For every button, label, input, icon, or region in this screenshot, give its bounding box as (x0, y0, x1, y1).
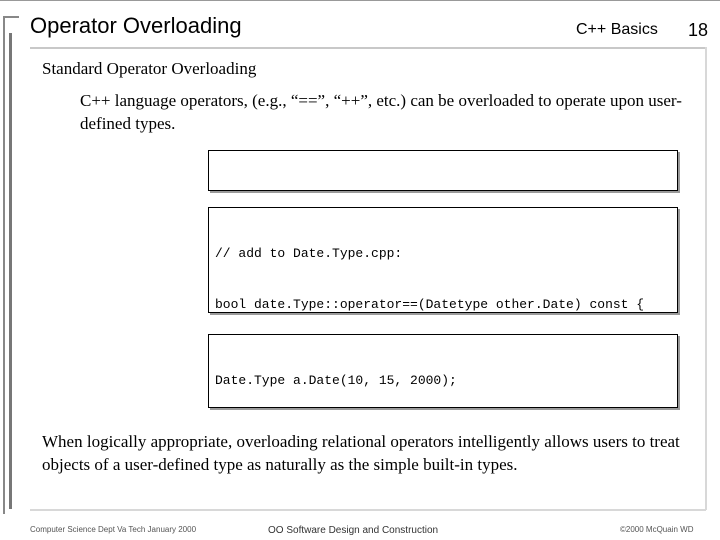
conclusion-paragraph: When logically appropriate, overloading relational operators intelligently allows users to treat objects of a user-defined type as naturally as the simple built-in types. (42, 432, 680, 474)
code-block-usage (208, 334, 678, 408)
right-divider (705, 47, 707, 510)
code-block-implementation (208, 207, 678, 313)
footer-center-text: OO Software Design and Construction (268, 525, 439, 536)
slide-number: 18 (688, 20, 709, 40)
code-line: // add to Date.Type.cpp: (215, 246, 403, 261)
intro-paragraph: C++ language operators, (e.g., “==”, “++”, etc.) can be overloaded to operate upon user-defined types. (80, 91, 682, 133)
code-block-header (208, 150, 678, 191)
footer-right-text: ©2000 McQuain WD (620, 525, 694, 534)
slide-heading: Standard Operator Overloading (42, 59, 257, 78)
code-line: bool date.Type::operator==(Datetype other.Date) const { (215, 297, 645, 312)
slide-title: Operator Overloading (30, 13, 242, 38)
left-frame-bar (9, 33, 20, 509)
footer-divider (30, 509, 706, 511)
code-line: Date.Type a.Date(10, 15, 2000); (215, 373, 457, 388)
header-divider (30, 47, 706, 49)
section-label: C++ Basics (576, 21, 658, 38)
code-line (215, 188, 671, 191)
footer-left-text: Computer Science Dept Va Tech January 2000 (30, 525, 197, 534)
top-border (0, 0, 720, 1)
